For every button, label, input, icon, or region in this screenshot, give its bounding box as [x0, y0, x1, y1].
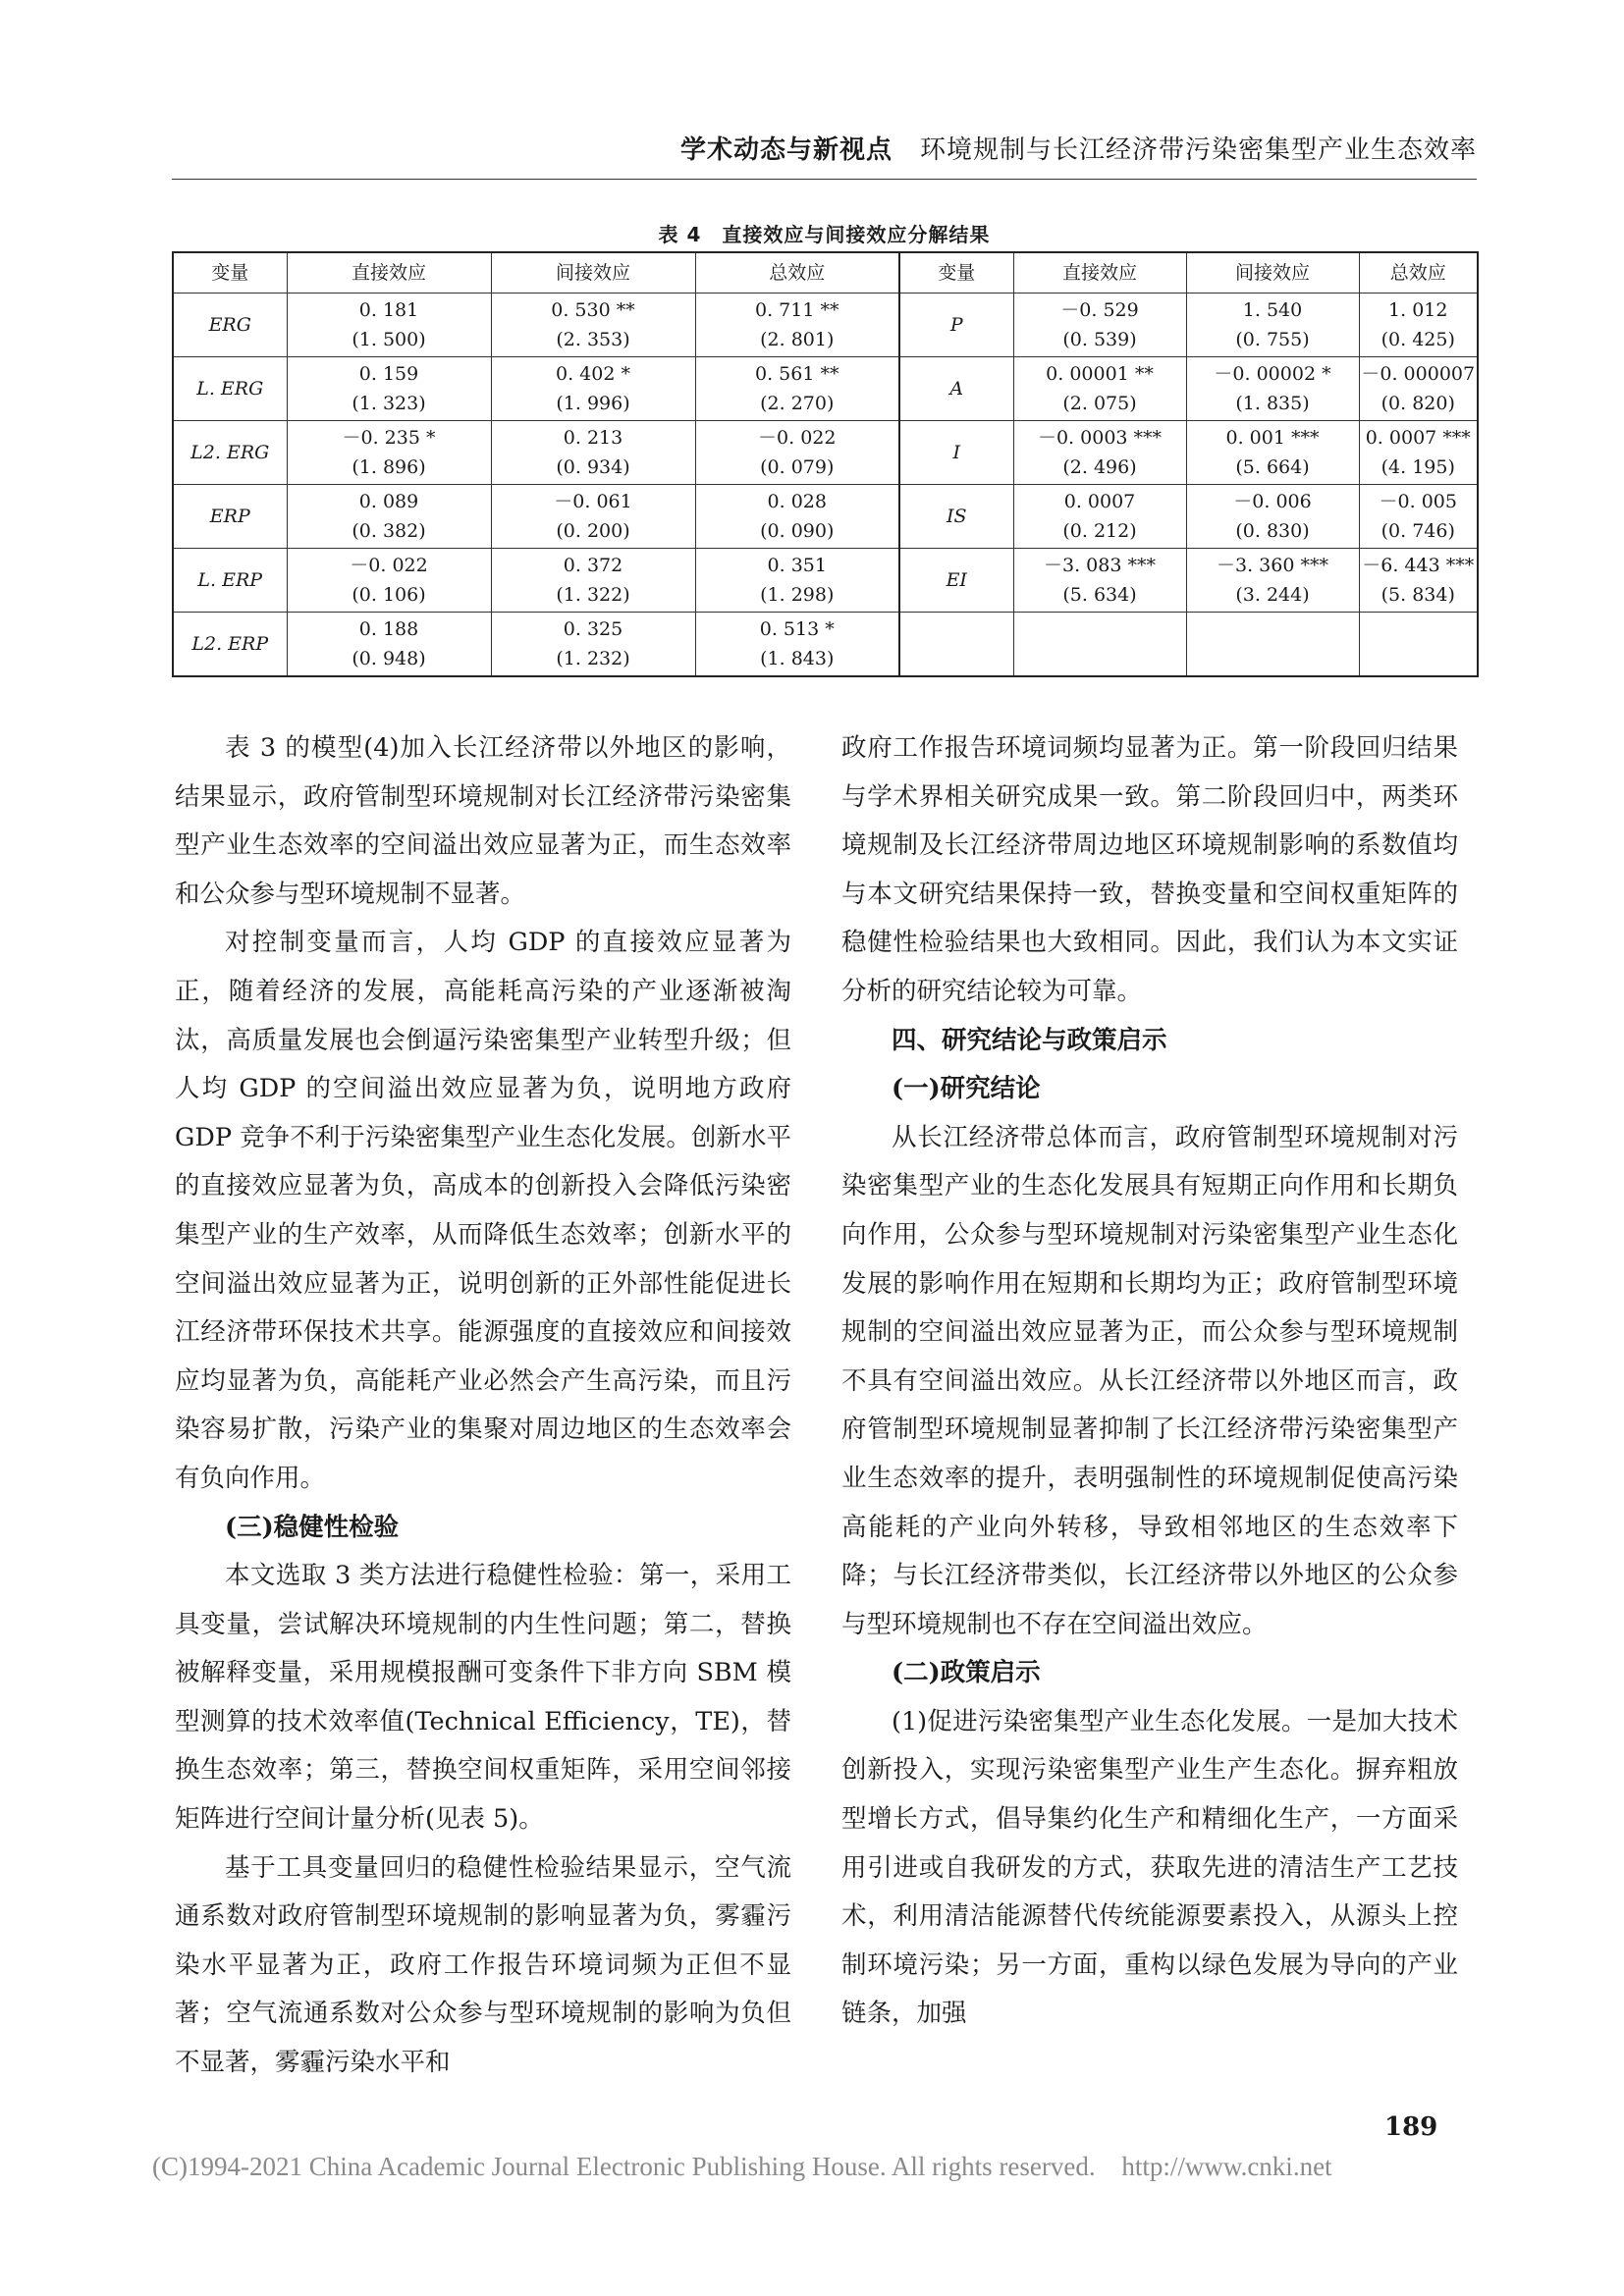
header-rule	[172, 179, 1477, 180]
variable-name: ERP	[173, 485, 287, 549]
effect-cell	[695, 421, 899, 485]
body-paragraph: 政府工作报告环境词频均显著为正。第一阶段回归结果与学术界相关研究成果一致。第二阶段回归中，两类环境规制及长江经济带周边地区环境规制影响的系数值均与本文研究结果保持一致，替换变量和空间权重矩阵的稳健性检验结果也大致相同。因此，我们认为本文实证分析的研究结论较为可靠。	[841, 733, 1458, 1006]
copyright-footer	[152, 2152, 1332, 2182]
statistic: (0. 090)	[760, 520, 835, 542]
statistic: (4. 195)	[1380, 456, 1455, 478]
column-header: 总效应	[695, 252, 899, 294]
copyright-text: (C)1994-2021 China Academic Journal Electronic Publishing House. All rights reserved.	[152, 2152, 1096, 2181]
effect-cell	[491, 357, 695, 421]
coefficient: 0. 561 **	[755, 363, 839, 385]
coefficient: 0. 213	[563, 427, 623, 449]
coefficient: －0. 061	[554, 491, 632, 512]
effects-table	[172, 251, 1479, 677]
effect-cell	[491, 485, 695, 549]
statistic: (5. 834)	[1380, 584, 1455, 606]
effect-cell	[1186, 421, 1359, 485]
table-caption: 表 4 直接效应与间接效应分解结果	[658, 223, 991, 246]
coefficient: 0. 089	[358, 491, 419, 512]
body-paragraph: 从长江经济带总体而言，政府管制型环境规制对污染密集型产业的生态化发展具有短期正向作用和长期负向作用，公众参与型环境规制对污染密集型产业生态化发展的影响作用在短期和长期均为正；政府管制型环境规制的空间溢出效应显著为正，而公众参与型环境规制不具有空间溢出效应。从长江经济带以外地区而言，政府管制型环境规制显著抑制了长江经济带污染密集型产业生态效率的提升，表明强制性的环境规制促使高污染高能耗的产业向外转移，导致相邻地区的生态效率下降；与长江经济带类似，长江经济带以外地区的公众参与型环境规制也不存在空间溢出效应。	[841, 1122, 1458, 1639]
table-header-row	[173, 252, 1478, 294]
effect-cell	[1013, 613, 1186, 677]
statistic: (2. 801)	[760, 329, 835, 350]
effect-cell	[491, 613, 695, 677]
coefficient: 0. 159	[358, 363, 419, 385]
effect-cell	[1359, 294, 1478, 357]
statistic: (1. 896)	[352, 456, 426, 478]
coefficient: －0. 022	[350, 555, 428, 576]
column-header: 直接效应	[1013, 252, 1186, 294]
section-heading: 四、研究结论与政策启示	[892, 1025, 1167, 1055]
effect-cell	[1359, 421, 1478, 485]
coefficient: 0. 181	[358, 299, 419, 321]
coefficient: 0. 351	[767, 555, 827, 576]
coefficient: －0. 00002 *	[1214, 363, 1331, 385]
table-row	[173, 421, 1478, 485]
coefficient: －0. 235 *	[342, 427, 436, 449]
section-heading: (三)稳健性检验	[225, 1512, 400, 1542]
variable-name	[899, 613, 1013, 677]
effect-cell	[287, 357, 491, 421]
statistic: (0. 746)	[1380, 520, 1455, 542]
variable-name: L2. ERG	[173, 421, 287, 485]
statistic: (1. 843)	[760, 648, 835, 669]
column-header: 变量	[899, 252, 1013, 294]
running-title: 环境规制与长江经济带污染密集型产业生态效率	[919, 135, 1477, 165]
coefficient: 0. 513 *	[759, 618, 835, 640]
section-heading: (二)政策启示	[892, 1658, 1041, 1688]
effect-cell	[695, 613, 899, 677]
effect-cell	[695, 549, 899, 613]
statistic: (0. 948)	[352, 648, 426, 669]
column-header: 直接效应	[287, 252, 491, 294]
variable-name: A	[899, 357, 1013, 421]
coefficient: －0. 529	[1060, 299, 1139, 321]
statistic: (5. 664)	[1235, 456, 1310, 478]
column-header: 间接效应	[1186, 252, 1359, 294]
coefficient: 0. 530 **	[551, 299, 635, 321]
variable-name: ERG	[173, 294, 287, 357]
footer-url: http://www.cnki.net	[1121, 2152, 1332, 2181]
coefficient: －0. 006	[1233, 491, 1312, 512]
statistic: (2. 353)	[556, 329, 630, 350]
running-header	[172, 130, 1477, 166]
coefficient: 0. 402 *	[556, 363, 630, 385]
variable-name: L2. ERP	[173, 613, 287, 677]
effect-cell	[1013, 549, 1186, 613]
effect-cell	[287, 294, 491, 357]
effect-cell	[1186, 549, 1359, 613]
coefficient: 0. 325	[563, 618, 623, 640]
statistic: (2. 075)	[1062, 393, 1137, 414]
coefficient: 0. 711 **	[755, 299, 839, 321]
statistic: (0. 934)	[556, 456, 630, 478]
effect-cell	[695, 357, 899, 421]
coefficient: －0. 005	[1379, 491, 1457, 512]
coefficient: －6. 443 ***	[1362, 555, 1475, 576]
variable-name: L. ERP	[173, 549, 287, 613]
variable-name: L. ERG	[173, 357, 287, 421]
effect-cell	[1013, 294, 1186, 357]
coefficient: －0. 022	[758, 427, 837, 449]
effect-cell	[491, 549, 695, 613]
statistic: (0. 212)	[1062, 520, 1137, 542]
coefficient: 1. 540	[1242, 299, 1303, 321]
effect-cell	[1359, 613, 1478, 677]
effect-cell	[695, 294, 899, 357]
effect-cell	[1013, 357, 1186, 421]
coefficient: －0. 0003 ***	[1037, 427, 1163, 449]
statistic: (1. 298)	[760, 584, 835, 606]
effect-cell	[1186, 485, 1359, 549]
section-heading: (一)研究结论	[892, 1074, 1041, 1104]
body-paragraph: 表 3 的模型(4)加入长江经济带以外地区的影响，结果显示，政府管制型环境规制对长江经济带污染密集型产业生态效率的空间溢出效应显著为正，而生态效率和公众参与型环境规制不显著。	[175, 733, 791, 909]
statistic: (0. 539)	[1062, 329, 1137, 350]
statistic: (1. 500)	[352, 329, 426, 350]
journal-section: 学术动态与新视点	[679, 135, 893, 165]
body-paragraph: 本文选取 3 类方法进行稳健性检验：第一，采用工具变量，尝试解决环境规制的内生性问题；第二，替换被解释变量，采用规模报酬可变条件下非方向 SBM 模型测算的技术效率值(Technical Efficiency，TE)，替换生态效率；第三，替换空间权重矩阵，采用空间邻接矩阵进行空间计量分析(见表 5)。	[175, 1561, 791, 1835]
column-header: 总效应	[1359, 252, 1478, 294]
coefficient: 0. 028	[767, 491, 827, 512]
effect-cell	[1186, 613, 1359, 677]
effect-cell	[1359, 357, 1478, 421]
column-header: 间接效应	[491, 252, 695, 294]
right-column	[841, 724, 1458, 2039]
coefficient: 0. 188	[358, 618, 419, 640]
coefficient: 0. 0007	[1063, 491, 1136, 512]
table-row	[173, 294, 1478, 357]
effect-cell	[1013, 485, 1186, 549]
statistic: (3. 244)	[1235, 584, 1310, 606]
statistic: (5. 634)	[1062, 584, 1137, 606]
coefficient: －0. 000007	[1361, 363, 1476, 385]
body-paragraph: (1)促进污染密集型产业生态化发展。一是加大技术创新投入，实现污染密集型产业生产生态化。摒弃粗放型增长方式，倡导集约化生产和精细化生产，一方面采用引进或自我研发的方式，获取先进的清洁生产工艺技术，利用清洁能源替代传统能源要素投入，从源头上控制环境污染；另一方面，重构以绿色发展为导向的产业链条，加强	[841, 1706, 1458, 2029]
effect-cell	[287, 421, 491, 485]
statistic: (0. 830)	[1235, 520, 1310, 542]
statistic: (1. 996)	[556, 393, 630, 414]
page-number: 189	[1384, 2112, 1438, 2142]
statistic: (0. 755)	[1235, 329, 1310, 350]
body-paragraph: 对控制变量而言，人均 GDP 的直接效应显著为正，随着经济的发展，高能耗高污染的产业逐渐被淘汰，高质量发展也会倒逼污染密集型产业转型升级；但人均 GDP 的空间溢出效应显著为负，说明地方政府 GDP 竞争不利于污染密集型产业生态化发展。创新水平的直接效应显著为负，高成本的创新投入会降低污染密集型产业的生产效率，从而降低生态效率；创新水平的空间溢出效应显著为正，说明创新的正外部性能促进长江经济带环保技术共享。能源强度的直接效应和间接效应均显著为负，高能耗产业必然会产生高污染，而且污染容易扩散，污染产业的集聚对周边地区的生态效率会有负向作用。	[175, 928, 791, 1493]
statistic: (0. 106)	[352, 584, 426, 606]
effect-cell	[287, 613, 491, 677]
statistic: (1. 322)	[556, 584, 630, 606]
effect-cell	[287, 485, 491, 549]
statistic: (0. 079)	[760, 456, 835, 478]
coefficient: 1. 012	[1388, 299, 1448, 321]
effect-cell	[1359, 549, 1478, 613]
variable-name: EI	[899, 549, 1013, 613]
column-header: 变量	[173, 252, 287, 294]
statistic: (1. 835)	[1235, 393, 1310, 414]
effect-cell	[287, 549, 491, 613]
variable-name: P	[899, 294, 1013, 357]
coefficient: 0. 0007 ***	[1365, 427, 1471, 449]
table-row	[173, 485, 1478, 549]
left-column	[175, 724, 791, 2088]
coefficient: －3. 360 ***	[1217, 555, 1328, 576]
statistic: (0. 820)	[1380, 393, 1455, 414]
statistic: (1. 323)	[352, 393, 426, 414]
table-row	[173, 549, 1478, 613]
coefficient: －3. 083 ***	[1044, 555, 1156, 576]
effect-cell	[1013, 421, 1186, 485]
table-row	[173, 613, 1478, 677]
statistic: (0. 382)	[352, 520, 426, 542]
coefficient: 0. 372	[563, 555, 623, 576]
table-row	[173, 357, 1478, 421]
statistic: (0. 425)	[1380, 329, 1455, 350]
coefficient: 0. 001 ***	[1225, 427, 1320, 449]
statistic: (1. 232)	[556, 648, 630, 669]
effect-cell	[491, 294, 695, 357]
effect-cell	[695, 485, 899, 549]
variable-name: I	[899, 421, 1013, 485]
table-body	[173, 294, 1478, 677]
effect-cell	[1186, 357, 1359, 421]
variable-name: IS	[899, 485, 1013, 549]
statistic: (0. 200)	[556, 520, 630, 542]
effect-cell	[491, 421, 695, 485]
statistic: (2. 270)	[760, 393, 835, 414]
coefficient: 0. 00001 **	[1046, 363, 1154, 385]
body-paragraph: 基于工具变量回归的稳健性检验结果显示，空气流通系数对政府管制型环境规制的影响显著为负，雾霾污染水平显著为正，政府工作报告环境词频为正但不显著；空气流通系数对公众参与型环境规制的影响为负但不显著，雾霾污染水平和	[175, 1852, 791, 2078]
statistic: (2. 496)	[1062, 456, 1137, 478]
effect-cell	[1186, 294, 1359, 357]
effect-cell	[1359, 485, 1478, 549]
